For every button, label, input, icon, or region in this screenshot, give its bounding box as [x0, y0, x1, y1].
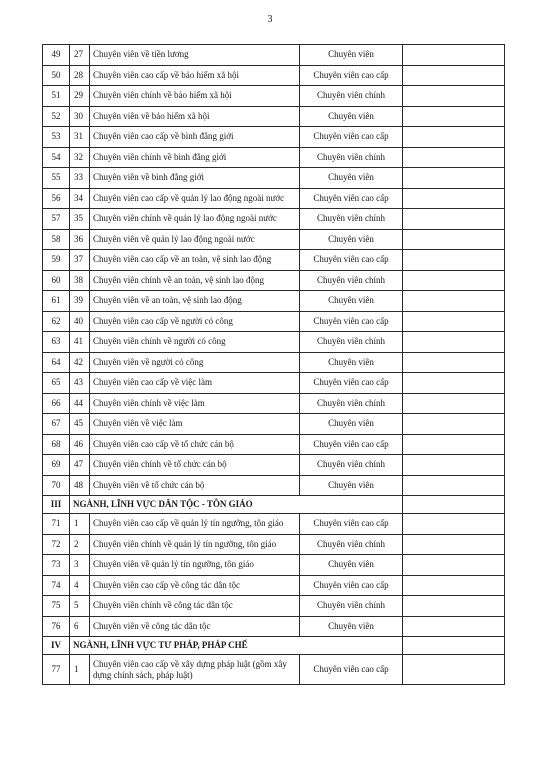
rank-cell: Chuyên viên chính: [300, 270, 403, 291]
position-title: Chuyên viên cao cấp về tổ chức cán bộ: [90, 434, 300, 455]
table-row: [43, 434, 505, 455]
page-number: 3: [267, 14, 273, 25]
rank-cell: Chuyên viên: [300, 352, 403, 373]
sub-number: 45: [70, 414, 90, 435]
rank-cell: Chuyên viên cao cấp: [300, 311, 403, 332]
table-row: [43, 373, 505, 394]
sub-number: 35: [70, 209, 90, 230]
table-row: [43, 393, 505, 414]
section-number: III: [43, 496, 70, 514]
empty-cell: [403, 168, 505, 189]
table-row: [43, 475, 505, 496]
empty-cell: [403, 270, 505, 291]
rank-cell: Chuyên viên cao cấp: [300, 65, 403, 86]
empty-cell: [403, 45, 505, 66]
row-number: 52: [43, 106, 70, 127]
table-row: [43, 616, 505, 637]
position-title: Chuyên viên về bình đẳng giới: [90, 168, 300, 189]
table-row: [43, 188, 505, 209]
row-number: 64: [43, 352, 70, 373]
rank-cell: Chuyên viên cao cấp: [300, 655, 403, 685]
row-number: 60: [43, 270, 70, 291]
position-title: Chuyên viên cao cấp về việc làm: [90, 373, 300, 394]
row-number: 77: [43, 655, 70, 685]
row-number: 54: [43, 147, 70, 168]
empty-cell: [403, 106, 505, 127]
sub-number: 40: [70, 311, 90, 332]
row-number: 68: [43, 434, 70, 455]
section-row: [43, 637, 505, 655]
table-row: [43, 209, 505, 230]
row-number: 53: [43, 127, 70, 148]
empty-cell: [403, 311, 505, 332]
rank-cell: Chuyên viên chính: [300, 332, 403, 353]
table-row: [43, 332, 505, 353]
position-title: Chuyên viên chính về việc làm: [90, 393, 300, 414]
rank-cell: Chuyên viên cao cấp: [300, 188, 403, 209]
row-number: 65: [43, 373, 70, 394]
position-title: Chuyên viên cao cấp về công tác dân tộc: [90, 575, 300, 596]
position-title: Chuyên viên chính về bảo hiểm xã hội: [90, 86, 300, 107]
sub-number: 44: [70, 393, 90, 414]
empty-cell: [403, 250, 505, 271]
row-number: 63: [43, 332, 70, 353]
row-number: 74: [43, 575, 70, 596]
table-row: [43, 596, 505, 617]
table-row: [43, 270, 505, 291]
position-title: Chuyên viên chính về quản lý lao động ngoài nước: [90, 209, 300, 230]
position-title: Chuyên viên cao cấp về xây dựng pháp luật (gồm xây dựng chính sách, pháp luật): [90, 655, 300, 685]
position-title: Chuyên viên cao cấp về quản lý lao động ngoài nước: [90, 188, 300, 209]
row-number: 57: [43, 209, 70, 230]
row-number: 61: [43, 291, 70, 312]
sub-number: 4: [70, 575, 90, 596]
rank-cell: Chuyên viên chính: [300, 147, 403, 168]
row-number: 76: [43, 616, 70, 637]
empty-cell: [403, 373, 505, 394]
table-row: [43, 86, 505, 107]
position-title: Chuyên viên chính về an toàn, vệ sinh lao động: [90, 270, 300, 291]
empty-cell: [403, 514, 505, 535]
position-title: Chuyên viên cao cấp về người có công: [90, 311, 300, 332]
row-number: 59: [43, 250, 70, 271]
rank-cell: Chuyên viên: [300, 616, 403, 637]
rank-cell: Chuyên viên chính: [300, 534, 403, 555]
position-title: Chuyên viên về công tác dân tộc: [90, 616, 300, 637]
table-row: [43, 229, 505, 250]
rank-cell: Chuyên viên chính: [300, 86, 403, 107]
position-title: Chuyên viên về người có công: [90, 352, 300, 373]
section-title: NGÀNH, LĨNH VỰC DÂN TỘC - TÔN GIÁO: [70, 496, 403, 514]
sub-number: 36: [70, 229, 90, 250]
position-title: Chuyên viên về bảo hiểm xã hội: [90, 106, 300, 127]
position-title: Chuyên viên chính về tổ chức cán bộ: [90, 455, 300, 476]
sub-number: 32: [70, 147, 90, 168]
table-body: [43, 45, 505, 685]
rank-cell: Chuyên viên cao cấp: [300, 373, 403, 394]
sub-number: 47: [70, 455, 90, 476]
empty-cell: [403, 188, 505, 209]
table-row: [43, 168, 505, 189]
empty-cell: [403, 86, 505, 107]
position-title: Chuyên viên chính về quản lý tín ngưỡng, tôn giáo: [90, 534, 300, 555]
empty-cell: [403, 637, 505, 655]
table-row: [43, 352, 505, 373]
sub-number: 43: [70, 373, 90, 394]
sub-number: 27: [70, 45, 90, 66]
row-number: 72: [43, 534, 70, 555]
empty-cell: [403, 496, 505, 514]
rank-cell: Chuyên viên: [300, 291, 403, 312]
rank-cell: Chuyên viên cao cấp: [300, 434, 403, 455]
position-title: Chuyên viên chính về bình đẳng giới: [90, 147, 300, 168]
row-number: 71: [43, 514, 70, 535]
rank-cell: Chuyên viên cao cấp: [300, 514, 403, 535]
empty-cell: [403, 291, 505, 312]
rank-cell: Chuyên viên chính: [300, 455, 403, 476]
position-title: Chuyên viên cao cấp về quản lý tín ngưỡng, tôn giáo: [90, 514, 300, 535]
rank-cell: Chuyên viên cao cấp: [300, 250, 403, 271]
position-title: Chuyên viên chính về người có công: [90, 332, 300, 353]
rank-cell: Chuyên viên cao cấp: [300, 575, 403, 596]
table-row: [43, 575, 505, 596]
sub-number: 38: [70, 270, 90, 291]
empty-cell: [403, 209, 505, 230]
rank-cell: Chuyên viên: [300, 45, 403, 66]
rank-cell: Chuyên viên: [300, 475, 403, 496]
sub-number: 46: [70, 434, 90, 455]
row-number: 67: [43, 414, 70, 435]
sub-number: 33: [70, 168, 90, 189]
empty-cell: [403, 352, 505, 373]
sub-number: 6: [70, 616, 90, 637]
sub-number: 31: [70, 127, 90, 148]
position-title: Chuyên viên về tiền lương: [90, 45, 300, 66]
section-title: NGÀNH, LĨNH VỰC TƯ PHÁP, PHÁP CHẾ: [70, 637, 403, 655]
rank-cell: Chuyên viên: [300, 168, 403, 189]
sub-number: 41: [70, 332, 90, 353]
sub-number: 34: [70, 188, 90, 209]
row-number: 75: [43, 596, 70, 617]
rank-cell: Chuyên viên: [300, 555, 403, 576]
row-number: 55: [43, 168, 70, 189]
table-row: [43, 414, 505, 435]
row-number: 49: [43, 45, 70, 66]
position-title: Chuyên viên cao cấp về bảo hiểm xã hội: [90, 65, 300, 86]
sub-number: 42: [70, 352, 90, 373]
sub-number: 1: [70, 655, 90, 685]
position-title: Chuyên viên cao cấp về an toàn, vệ sinh lao động: [90, 250, 300, 271]
empty-cell: [403, 655, 505, 685]
sub-number: 37: [70, 250, 90, 271]
position-title: Chuyên viên về an toàn, vệ sinh lao động: [90, 291, 300, 312]
table-row: [43, 291, 505, 312]
row-number: 50: [43, 65, 70, 86]
empty-cell: [403, 616, 505, 637]
sub-number: 30: [70, 106, 90, 127]
position-title: Chuyên viên chính về công tác dân tộc: [90, 596, 300, 617]
row-number: 70: [43, 475, 70, 496]
empty-cell: [403, 332, 505, 353]
table-row: [43, 555, 505, 576]
table-row: [43, 106, 505, 127]
row-number: 51: [43, 86, 70, 107]
sub-number: 2: [70, 534, 90, 555]
rank-cell: Chuyên viên chính: [300, 209, 403, 230]
position-title: Chuyên viên cao cấp về bình đẳng giới: [90, 127, 300, 148]
position-title: Chuyên viên về tổ chức cán bộ: [90, 475, 300, 496]
empty-cell: [403, 575, 505, 596]
empty-cell: [403, 596, 505, 617]
table-row: [43, 250, 505, 271]
rank-cell: Chuyên viên: [300, 106, 403, 127]
table-row: [43, 45, 505, 66]
rank-cell: Chuyên viên: [300, 414, 403, 435]
empty-cell: [403, 127, 505, 148]
empty-cell: [403, 534, 505, 555]
rank-cell: Chuyên viên chính: [300, 596, 403, 617]
empty-cell: [403, 455, 505, 476]
rank-cell: Chuyên viên cao cấp: [300, 127, 403, 148]
table-row: [43, 147, 505, 168]
empty-cell: [403, 393, 505, 414]
empty-cell: [403, 475, 505, 496]
position-title: Chuyên viên về việc làm: [90, 414, 300, 435]
table-row: [43, 514, 505, 535]
row-number: 58: [43, 229, 70, 250]
table-row: [43, 311, 505, 332]
empty-cell: [403, 147, 505, 168]
table-row: [43, 534, 505, 555]
section-row: [43, 496, 505, 514]
position-title: Chuyên viên về quản lý tín ngưỡng, tôn giáo: [90, 555, 300, 576]
sub-number: 29: [70, 86, 90, 107]
sub-number: 3: [70, 555, 90, 576]
sub-number: 1: [70, 514, 90, 535]
row-number: 69: [43, 455, 70, 476]
row-number: 66: [43, 393, 70, 414]
empty-cell: [403, 434, 505, 455]
table-row: [43, 127, 505, 148]
rank-cell: Chuyên viên chính: [300, 393, 403, 414]
rank-cell: Chuyên viên: [300, 229, 403, 250]
section-number: IV: [43, 637, 70, 655]
position-table: [42, 44, 505, 685]
table-row: [43, 65, 505, 86]
table-row: [43, 655, 505, 685]
sub-number: 39: [70, 291, 90, 312]
empty-cell: [403, 555, 505, 576]
sub-number: 28: [70, 65, 90, 86]
table-row: [43, 455, 505, 476]
row-number: 62: [43, 311, 70, 332]
empty-cell: [403, 414, 505, 435]
position-title: Chuyên viên về quản lý lao động ngoài nước: [90, 229, 300, 250]
sub-number: 48: [70, 475, 90, 496]
row-number: 56: [43, 188, 70, 209]
row-number: 73: [43, 555, 70, 576]
sub-number: 5: [70, 596, 90, 617]
empty-cell: [403, 65, 505, 86]
empty-cell: [403, 229, 505, 250]
